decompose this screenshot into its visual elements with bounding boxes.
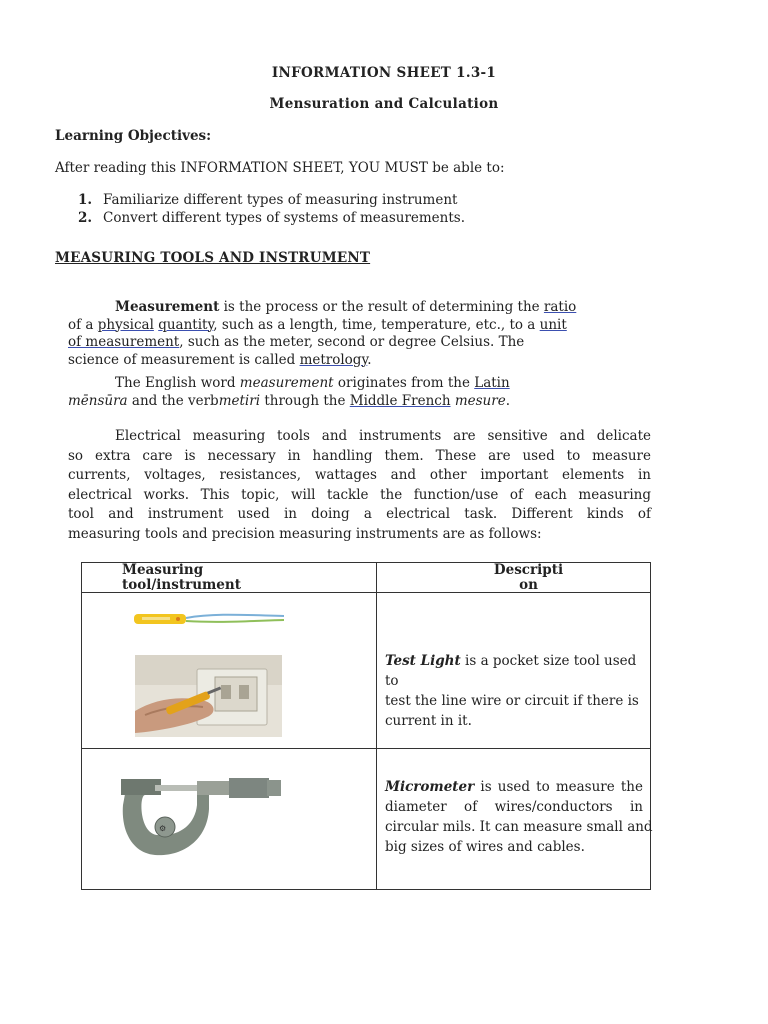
link-middle-french[interactable]: Middle French [349,392,451,409]
objectives-intro: After reading this INFORMATION SHEET, YOU MUST be able to: [55,160,505,176]
header-line: Measuring [122,562,204,578]
sheet-title: INFORMATION SHEET 1.3-1 [271,65,497,81]
text-line: circular mils. It can measure small and [385,819,653,835]
table-row [82,749,651,890]
header-line: on [519,576,538,593]
paragraph-line: currents, voltages, resistances, wattages and other important elements in [68,467,651,483]
paragraph-line: measuring tools and precision measuring instruments are as follows: [68,525,542,542]
svg-text:⚙: ⚙ [159,824,167,833]
text-run: is the process or the result of determining the [219,299,544,315]
link-ratio[interactable]: ratio [543,299,577,315]
text-run: The English word [115,375,240,391]
text-run: is used to measure the [474,779,643,795]
list-item [78,209,465,227]
test-light-description [385,651,643,731]
tool-image-cell [82,593,377,749]
header-line: tool/instrument [122,576,241,593]
text-run: through the [260,392,350,409]
paragraph-line: tool and instrument used in doing a electrical task. Different kinds of [68,506,651,522]
text-run: science of measurement is called [68,351,300,368]
electrical-tools-paragraph [68,427,651,544]
link-quantity[interactable]: quantity [158,316,214,333]
text-run: is a pocket size tool used to [385,653,637,689]
table-row [82,593,651,749]
text-run: metiri [218,392,261,409]
link-unit[interactable]: unit [539,316,567,333]
list-text: Familiarize different types of measuring instrument [103,192,458,208]
text-run: of a [68,316,98,333]
objectives-list [78,191,465,227]
tool-description-cell [377,749,651,890]
text-run: . [505,392,510,409]
micrometer-description [385,777,653,857]
text-run: . [367,351,372,368]
sheet-subtitle: Mensuration and Calculation [269,96,499,112]
learning-objectives-heading: Learning Objectives: [55,128,212,144]
table-header-row [82,563,651,593]
text-run: and the verb [127,392,219,409]
tool-name: Micrometer [385,779,475,795]
term-measurement: Measurement [115,299,220,315]
text-run: mēnsūra [68,392,128,409]
list-item [78,191,465,209]
link-latin[interactable]: Latin [474,375,510,391]
paragraph-line: electrical works. This topic, will tackle the function/use of each measuring [68,486,651,503]
text-run: test the line wire or circuit if there is [385,693,639,709]
text-run: , such as the meter, second or degree Celsius. The [179,334,525,350]
micrometer-image [117,765,287,865]
test-light-in-use-photo [135,655,282,737]
text-run: measurement [239,375,334,391]
link-of-measurement[interactable]: of measurement [68,334,180,350]
column-header-description [377,563,651,593]
tool-description-cell [377,593,651,749]
section-heading: MEASURING TOOLS AND INSTRUMENT [55,250,371,266]
text-run: originates from the [333,375,475,391]
etymology-paragraph [68,375,638,410]
paragraph-line: so extra care is necessary in handling them. These are used to measure [68,447,651,464]
tool-name: Test Light [385,653,461,669]
text-run: current in it. [385,713,472,729]
list-text: Convert different types of systems of measurements. [103,210,466,226]
text-line: diameter of wires/conductors in [385,799,643,815]
link-metrology[interactable]: metrology [299,351,368,368]
text-run: , such as a length, time, temperature, etc., to a [213,316,540,333]
paragraph-line: Electrical measuring tools and instruments are sensitive and delicate [115,428,651,444]
column-header-tool [82,563,377,593]
link-physical[interactable]: physical [97,316,154,333]
test-light-image [134,609,284,629]
text-line: big sizes of wires and cables. [385,839,585,855]
measurement-paragraph [68,299,638,369]
tools-table [81,562,651,890]
text-run: mesure [454,392,506,409]
tool-image-cell [82,749,377,890]
list-number: 2. [78,210,93,226]
text-line [385,777,643,797]
list-number: 1. [78,192,93,208]
header-line: Descripti [493,562,564,578]
